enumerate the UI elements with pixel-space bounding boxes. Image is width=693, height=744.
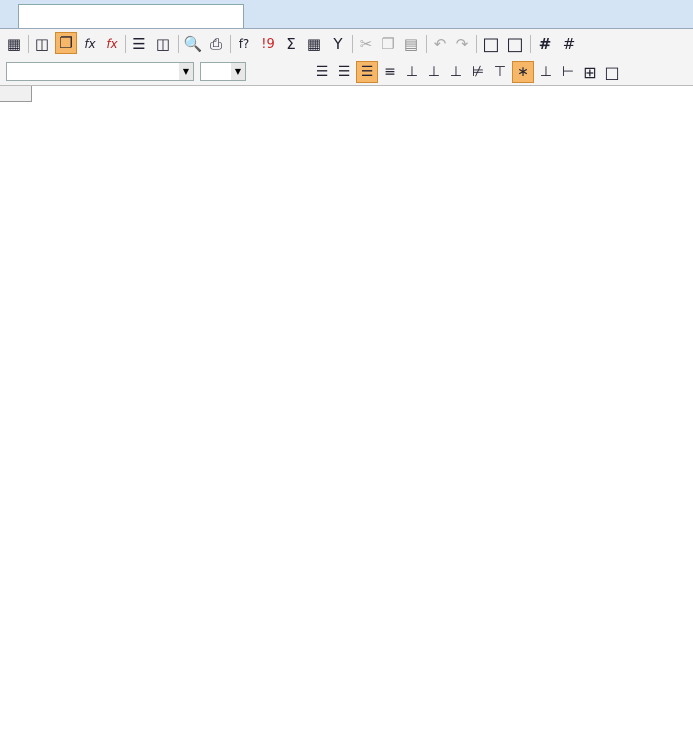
font-name-select[interactable] <box>6 62 194 81</box>
paste-icon[interactable]: ▤ <box>403 35 419 53</box>
copy-icon[interactable]: ❐ <box>381 35 395 53</box>
check-formula-icon[interactable]: f? <box>238 37 250 51</box>
print-icon[interactable]: ⎙ <box>209 35 222 53</box>
border-outline-icon[interactable]: □ <box>506 33 524 55</box>
align-center-icon[interactable]: ☰ <box>337 64 351 80</box>
main-toolbar <box>0 29 693 60</box>
border-all-icon[interactable]: □ <box>482 33 500 55</box>
formula-icon[interactable]: fx <box>106 37 118 51</box>
font-size-dropdown-icon[interactable]: ▼ <box>231 63 245 80</box>
table-border-icon[interactable]: ⊞ <box>583 62 597 82</box>
function-icon[interactable]: fx <box>84 37 96 51</box>
calculator-icon[interactable]: ▦ <box>306 35 322 53</box>
font-size-select[interactable] <box>200 62 246 81</box>
save-icon[interactable]: ▦ <box>6 35 22 53</box>
undo-icon[interactable]: ↶ <box>433 35 447 53</box>
valign-middle-icon[interactable]: ∗ <box>512 61 534 83</box>
box-border-icon[interactable]: □ <box>604 62 620 82</box>
corner-header[interactable] <box>0 86 32 102</box>
grid-icon[interactable]: # <box>538 35 552 53</box>
valign-bottom-icon[interactable]: ⊥ <box>539 64 553 80</box>
print-preview-icon[interactable]: 🔍 <box>183 35 203 53</box>
font-name-dropdown-icon[interactable]: ▼ <box>179 63 193 80</box>
redo-icon[interactable]: ↷ <box>455 35 469 53</box>
table-borders <box>0 86 693 744</box>
italic-button[interactable] <box>272 61 290 83</box>
align-left-icon[interactable]: ☰ <box>315 64 329 80</box>
grid-lines-icon[interactable]: # <box>562 35 576 53</box>
align-middle-split-icon[interactable]: ⊥ <box>427 64 441 80</box>
align-right-icon[interactable]: ☰ <box>356 61 378 83</box>
justify-icon[interactable]: ⊭ <box>471 64 485 80</box>
rows-icon[interactable]: ☰ <box>132 35 146 53</box>
columns-icon[interactable]: ◫ <box>155 35 171 53</box>
merge-cells-icon[interactable]: ◫ <box>34 35 50 53</box>
align-top-split-icon[interactable]: ⊥ <box>405 64 419 80</box>
document-tab[interactable] <box>18 4 244 28</box>
bold-button[interactable] <box>252 61 270 83</box>
underline-button[interactable] <box>292 61 310 83</box>
filter-icon[interactable]: Υ <box>333 35 343 53</box>
sum-icon[interactable]: Σ <box>286 35 296 53</box>
tab-bar <box>0 0 693 29</box>
format-toolbar <box>0 59 693 86</box>
align-bottom-split-icon[interactable]: ⊥ <box>449 64 463 80</box>
audit-icon[interactable]: !9 <box>261 36 275 52</box>
format-painter-icon[interactable]: ❐ <box>55 32 77 54</box>
valign-top-icon[interactable]: ⊤ <box>493 64 507 80</box>
cut-icon[interactable]: ✂ <box>359 35 373 53</box>
distribute-icon[interactable]: ≡ <box>384 64 396 80</box>
valign-distribute-icon[interactable]: ⊢ <box>561 64 575 80</box>
